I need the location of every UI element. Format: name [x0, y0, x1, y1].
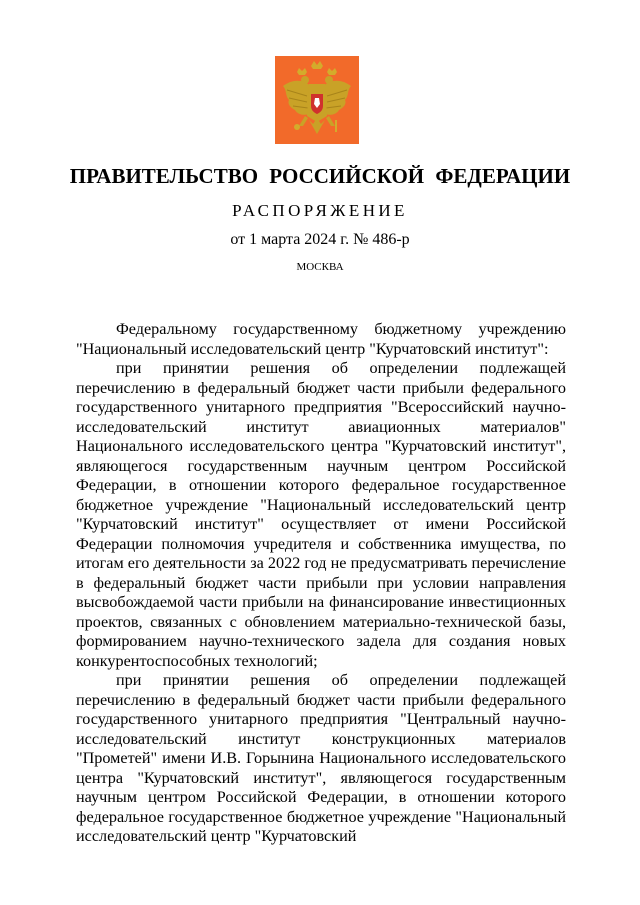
government-title: ПРАВИТЕЛЬСТВО РОССИЙСКОЙ ФЕДЕРАЦИИ: [69, 164, 571, 188]
coat-of-arms-icon: [275, 56, 359, 144]
document-type: РАСПОРЯЖЕНИЕ: [232, 201, 408, 220]
body-paragraph: при принятии решения об определении подлежащей перечислению в федеральный бюджет части прибыли федерального государственного унитарного предприятия "Всероссийский научно-исследовательский институт авиационных материалов" Национального исследовательского центра "Курчатовский институт", являющегося государственным научным центром Российской Федерации, в отношении которого федеральное государственное бюджетное учреждение "Национальный исследовательский центр "Курчатовский институт" осуществляет от имени Российской Федерации полномочия учредителя и собственника имущества, по итогам его деятельности за 2022 год не предусматривать перечисление в федеральный бюджет части прибыли при условии направления высвобождаемой части прибыли на финансирование инвестиционных проектов, связанных с обновлением материально-технической базы, формированием научно-технического задела для создания новых конкурентоспособных технологий;: [76, 359, 566, 670]
body-paragraph: при принятии решения об определении подлежащей перечислению в федеральный бюджет части прибыли федерального государственного унитарного предприятия "Центральный научно-исследовательский институт конструкционных материалов "Прометей" имени И.В. Горынина Национального исследовательского центра "Курчатовский институт", являющегося государственным научным центром Российской Федерации, в отношении которого федеральное государственное бюджетное учреждение "Национальный исследовательский центр "Курчатовский: [76, 671, 566, 845]
document-body: [76, 320, 566, 847]
body-paragraph: Федеральному государственному бюджетному учреждению "Национальный исследовательский центр "Курчатовский институт":: [76, 320, 566, 358]
document-city: МОСКВА: [296, 261, 344, 273]
document-date-number: от 1 марта 2024 г. № 486-р: [230, 231, 410, 248]
